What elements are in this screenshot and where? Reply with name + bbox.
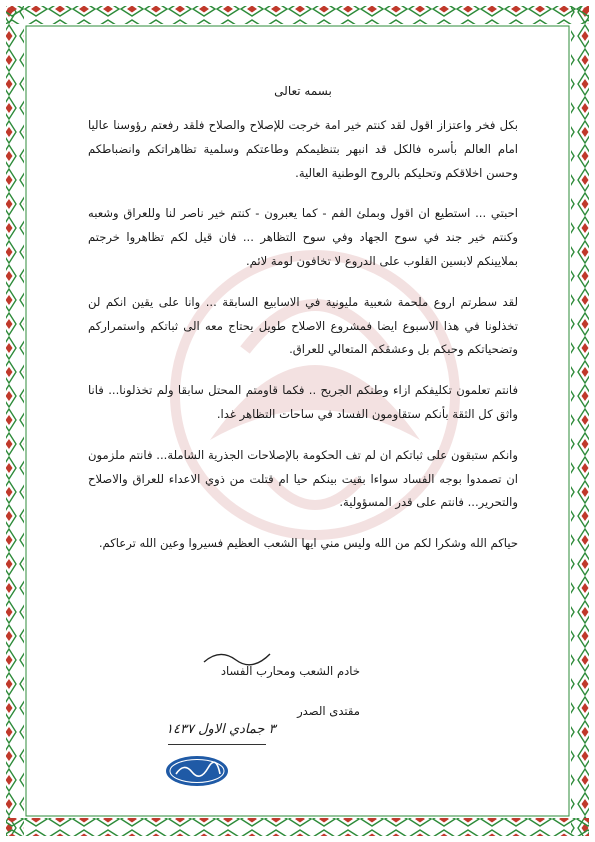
letter-date: ٣ جمادي الاول ١٤٣٧: [166, 722, 276, 737]
paragraph-5: وانكم ستبقون على ثباتكم ان لم تف الحكومة بالإصلاحات الجذرية الشاملة... فانتم ملزمون ان تصمدوا بوجه الفساد سواءا بقيت بينكم حيا ام قتلت من ذوي الاعداء للعراق والاصلاح والتحرير... فانتم على قدر المسؤولية.: [88, 447, 518, 510]
paragraph-6: حياكم الله وشكرا لكم من الله وليس مني ايها الشعب العظيم فسيروا وعين الله ترعاكم.: [98, 536, 518, 551]
signature-block: [160, 660, 360, 722]
official-seal: [164, 754, 230, 788]
paragraph-2: احبتي ... استطيع ان اقول وبملئ الفم - كما يعبرون - كنتم خير ناصر لنا وللعراق وشعبه وكنتم خير جند في سوح الجهاد وفي سوح التظاهر ... فان قيل لكم تظاهروا خرجتم بملايينكم لابسين القلوب على الدروع لا تخافون لومة لائم.: [88, 206, 518, 268]
opening-invocation: بسمه تعالى: [274, 84, 332, 98]
letter-body: [88, 84, 518, 573]
paragraph-4: فانتم تعلمون تكليفكم ازاء وطنكم الجريح .. فكما قاومتم المحتل سابقا ولم تخذلونا... فانا واثق كل الثقة بأنكم ستقاومون الفساد في ساحات التظاهر غدا.: [88, 383, 518, 421]
closing-title: خادم الشعب ومحارب الفساد: [220, 664, 360, 678]
paragraph-1: بكل فخر واعتزاز اقول لقد كنتم خير امة خرجت للإصلاح والصلاح فلقد رفعتم رؤوسنا عاليا امام العالم بأسره فالكل قد انبهر بتنظيمكم وطاعتكم وسلمية تظاهراتكم وانضباطكم وحسن اخلاقكم وتحليكم بالروح الوطنية العالية.: [88, 118, 518, 180]
signer-name: مقتدى الصدر: [297, 704, 360, 718]
date-underline: [168, 744, 266, 745]
paragraph-3: لقد سطرتم اروع ملحمة شعبية مليونية في الاسابيع السابقة ... وانا على يقين انكم لن تخذلونا في هذا الاسبوع ايضا فمشروع الاصلاح طويل يحتاج معه الى ثباتكم واستمراركم وتضحياتكم وحبكم بل وعشقكم المتعالي للعراق.: [88, 294, 518, 357]
